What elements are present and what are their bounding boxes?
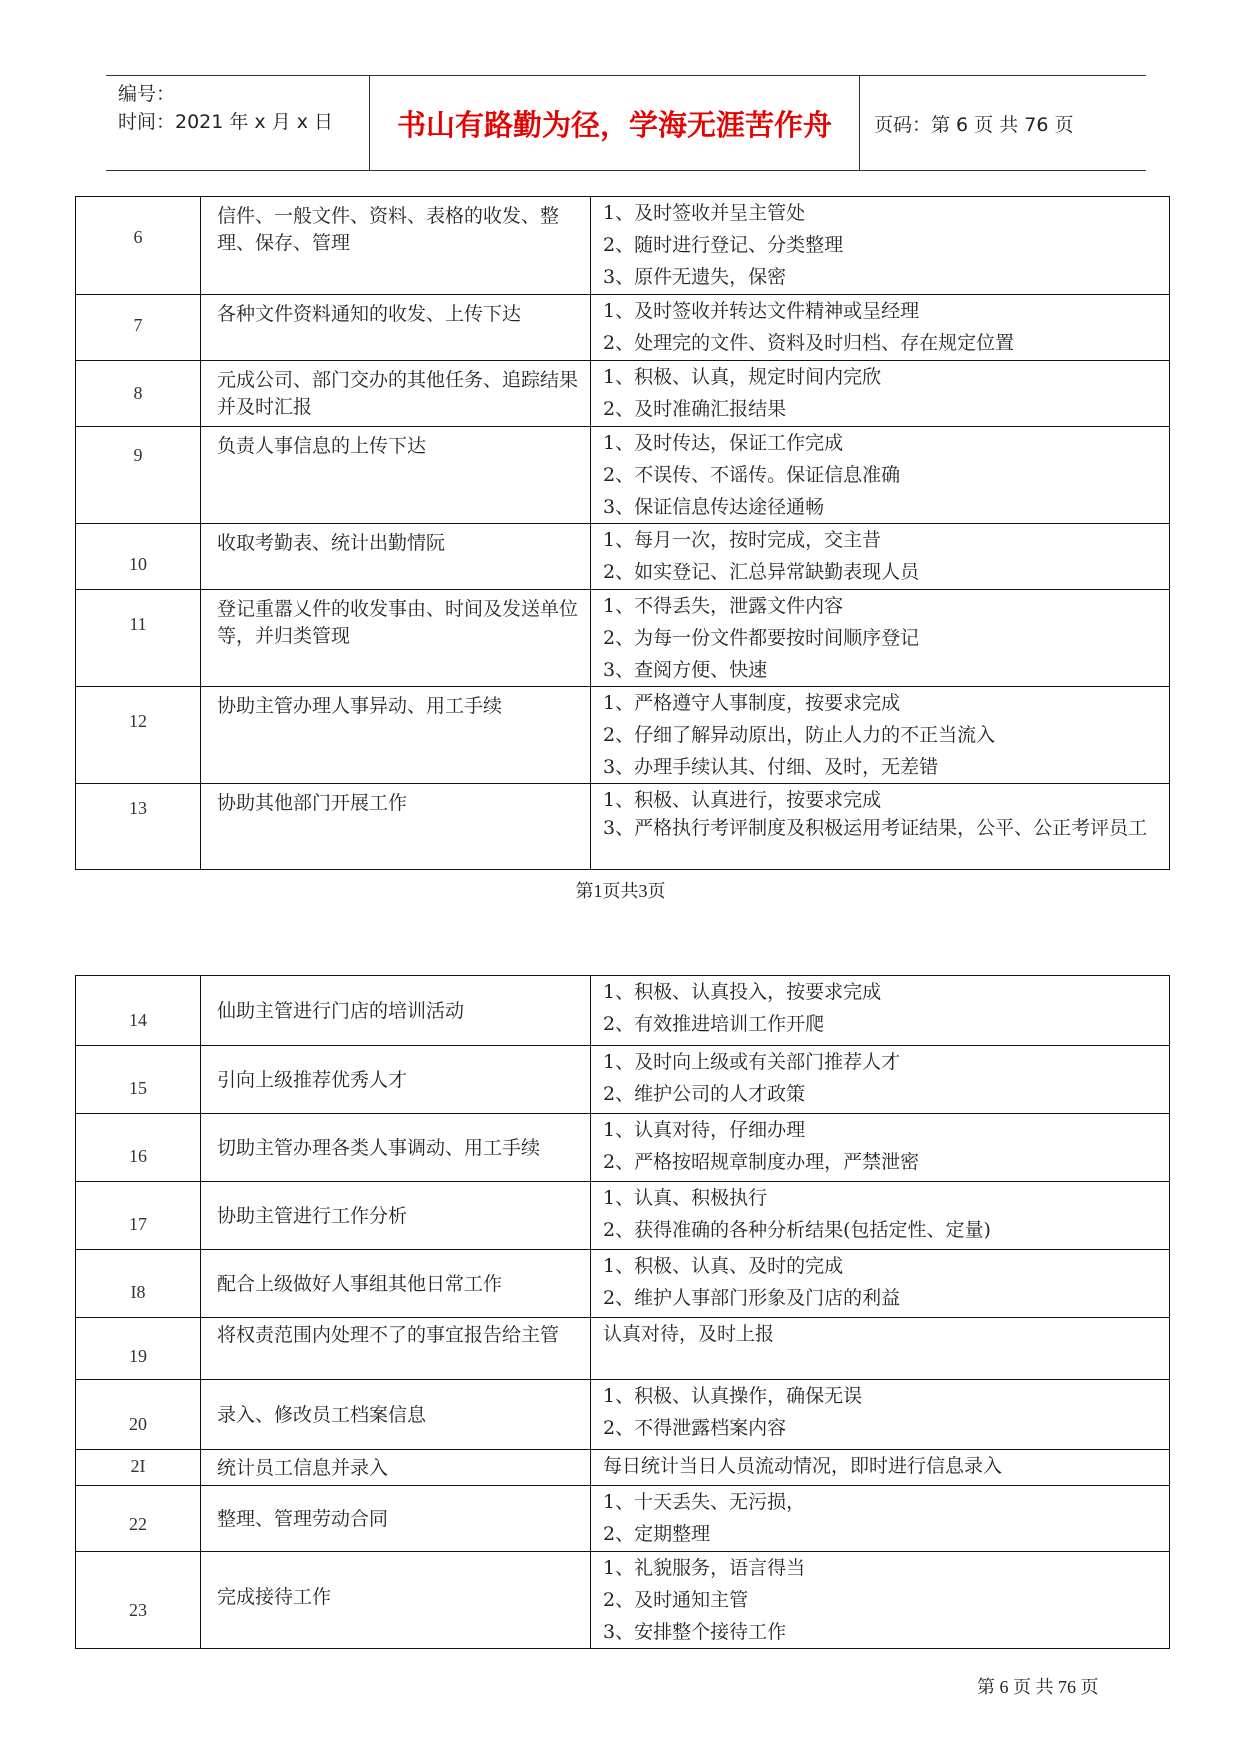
item-number: 8 [76, 361, 201, 427]
requirement-line: 1、及时向上级或有关部门推荐人才 [603, 1051, 901, 1073]
requirements-cell [591, 1046, 1170, 1114]
table-row [76, 197, 1170, 295]
item-number: 14 [76, 976, 201, 1046]
requirement-line: 1、及时签收并转达文件精神或呈经理 [603, 300, 920, 322]
task-description: 协助主管进行工作分析 [201, 1182, 591, 1250]
item-number: 10 [76, 524, 201, 590]
requirement-line: 认真对待，及时上报 [603, 1323, 775, 1345]
item-number: 16 [76, 1114, 201, 1182]
task-description: 切助主管办理各类人事调动、用工手续 [201, 1114, 591, 1182]
requirement-line: 2、处理完的文件、资料及时归档、存在规定位置 [603, 332, 1015, 354]
requirement-line: 2、严格按昭规章制度办理，严禁泄密 [603, 1151, 920, 1173]
task-description: 信件、一般文件、资料、表格的收发、整理、保存、管理 [201, 197, 591, 295]
requirement-line: 1、及时签收并呈主管处 [603, 202, 806, 224]
requirements-cell [591, 524, 1170, 590]
requirements-cell [591, 295, 1170, 361]
requirements-cell [591, 1380, 1170, 1450]
requirements-cell [591, 361, 1170, 427]
task-description: 录入、修改员工档案信息 [201, 1380, 591, 1450]
table-row [76, 1250, 1170, 1318]
requirements-cell [591, 1250, 1170, 1318]
requirement-line: 1、礼貌服务，语言得当 [603, 1557, 806, 1579]
requirement-line: 3、安排整个接待工作 [603, 1621, 787, 1643]
duty-table-1-body [76, 197, 1170, 870]
item-number: 7 [76, 295, 201, 361]
requirement-line: 3、查阅方便、快速 [603, 659, 768, 681]
item-number: 13 [76, 784, 201, 870]
item-number: 11 [76, 590, 201, 687]
requirement-line: 1、积极、认真进行，按要求完成 [603, 789, 882, 811]
table-row [76, 361, 1170, 427]
item-number: 19 [76, 1318, 201, 1380]
requirement-line: 1、十天丢失、无污损， [603, 1491, 806, 1513]
requirement-line: 每日统计当日人员流动情况，即时进行信息录入 [603, 1455, 1003, 1477]
requirement-line: 1、积极、认真操作，确保无误 [603, 1385, 863, 1407]
task-description: 配合上级做好人事组其他日常工作 [201, 1250, 591, 1318]
requirement-line: 2、及时准确汇报结果 [603, 398, 787, 420]
table-row [76, 1114, 1170, 1182]
table-row [76, 1380, 1170, 1450]
table-row [76, 524, 1170, 590]
requirements-cell [591, 1552, 1170, 1649]
task-description: 引向上级推荐优秀人才 [201, 1046, 591, 1114]
table-row [76, 1182, 1170, 1250]
task-description: 整理、管理劳动合同 [201, 1486, 591, 1552]
requirement-line: 1、及时传达，保证工作完成 [603, 432, 844, 454]
requirement-line: 1、严格遵守人事制度，按要求完成 [603, 692, 901, 714]
task-description: 将权责范围内处理不了的事宜报告给主管 [201, 1318, 591, 1380]
requirement-line: 1、积极、认真、及时的完成 [603, 1255, 844, 1277]
task-description: 完成接待工作 [201, 1552, 591, 1649]
page-break-label: 第1页共3页 [575, 881, 666, 901]
requirements-cell [591, 1318, 1170, 1380]
requirement-line: 3、办理手续认其、付细、及时，无差错 [603, 756, 939, 778]
requirement-line: 2、获得准确的各种分析结果(包括定性、定量) [603, 1219, 991, 1241]
requirement-line: 2、及时通知主管 [603, 1589, 749, 1611]
time-label: 时间：2021 年 x 月 x 日 [118, 111, 334, 133]
requirement-line: 1、认真、积极执行 [603, 1187, 768, 1209]
duty-table-2-body [76, 976, 1170, 1649]
item-number: 15 [76, 1046, 201, 1114]
requirement-line: 2、随时进行登记、分类整理 [603, 234, 844, 256]
item-number: 22 [76, 1486, 201, 1552]
requirement-line: 1、认真对待，仔细办理 [603, 1119, 806, 1141]
requirements-cell [591, 1450, 1170, 1486]
task-description: 仙助主管进行门店的培训活动 [201, 976, 591, 1046]
requirements-cell [591, 590, 1170, 687]
table-row [76, 1318, 1170, 1380]
item-number: 9 [76, 427, 201, 524]
requirement-line: 2、为每一份文件都要按时间顺序登记 [603, 627, 920, 649]
requirements-cell [591, 784, 1170, 870]
requirement-line: 2、不误传、不谣传。保证信息准确 [603, 464, 901, 486]
table-row [76, 1552, 1170, 1649]
page-header [106, 75, 1146, 171]
task-description: 收取考勤表、统计出勤情阮 [201, 524, 591, 590]
table-row [76, 1450, 1170, 1486]
requirements-cell [591, 1182, 1170, 1250]
requirement-line: 2、仔细了解异动原出，防止人力的不正当流入 [603, 724, 996, 746]
requirement-line: 2、定期整理 [603, 1523, 711, 1545]
page-label: 页码：第 6 页 共 76 页 [874, 113, 1074, 136]
table-row [76, 1046, 1170, 1114]
requirement-line: 3、保证信息传达途径通畅 [603, 496, 825, 518]
requirement-line: 1、积极、认真，规定时间内完欣 [603, 366, 882, 388]
item-number: 6 [76, 197, 201, 295]
table-row [76, 295, 1170, 361]
header-meta [106, 76, 370, 170]
table-row [76, 1486, 1170, 1552]
item-number: I8 [76, 1250, 201, 1318]
requirements-cell [591, 976, 1170, 1046]
task-description: 元成公司、部门交办的其他任务、追踪结果并及时汇报 [201, 361, 591, 427]
table-row [76, 590, 1170, 687]
task-description: 各种文件资料通知的收发、上传下达 [201, 295, 591, 361]
item-number: 2I [76, 1450, 201, 1486]
table-row [76, 976, 1170, 1046]
duty-table-2 [75, 975, 1170, 1649]
task-description: 协助其他部门开展工作 [201, 784, 591, 870]
requirement-line: 3、严格执行考评制度及积极运用考证结果，公平、公正考评员工 [603, 817, 1148, 839]
requirements-cell [591, 687, 1170, 784]
requirement-line: 2、如实登记、汇总异常缺勤表现人员 [603, 561, 920, 583]
table-row [76, 687, 1170, 784]
duty-table-1 [75, 196, 1170, 870]
requirement-line: 2、维护公司的人才政策 [603, 1083, 806, 1105]
requirement-line: 2、维护人事部门形象及门店的利益 [603, 1287, 901, 1309]
requirements-cell [591, 197, 1170, 295]
requirement-line: 1、不得丢失，泄露文件内容 [603, 595, 844, 617]
requirements-cell [591, 1486, 1170, 1552]
task-description: 协助主管办理人事异动、用工手续 [201, 687, 591, 784]
requirement-line: 1、每月一次，按时完成，交主昔 [603, 529, 882, 551]
page-footer: 第 6 页 共 76 页 [977, 1677, 1099, 1697]
task-description: 登记重嚣乂件的收发事由、时间及发送单位等，并归类管现 [201, 590, 591, 687]
task-description: 负责人事信息的上传下达 [201, 427, 591, 524]
motto: 书山有路勤为径，学海无涯苦作舟 [370, 76, 860, 170]
number-label: 编号： [118, 83, 176, 105]
requirement-line: 2、有效推进培训工作开爬 [603, 1013, 825, 1035]
requirement-line: 3、原件无遗失，保密 [603, 266, 787, 288]
item-number: 20 [76, 1380, 201, 1450]
item-number: 12 [76, 687, 201, 784]
requirements-cell [591, 1114, 1170, 1182]
item-number: 17 [76, 1182, 201, 1250]
requirements-cell [591, 427, 1170, 524]
item-number: 23 [76, 1552, 201, 1649]
table-row [76, 784, 1170, 870]
requirement-line: 1、积极、认真投入，按要求完成 [603, 981, 882, 1003]
table-row [76, 427, 1170, 524]
task-description: 统计员工信息并录入 [201, 1450, 591, 1486]
requirement-line: 2、不得泄露档案内容 [603, 1417, 787, 1439]
